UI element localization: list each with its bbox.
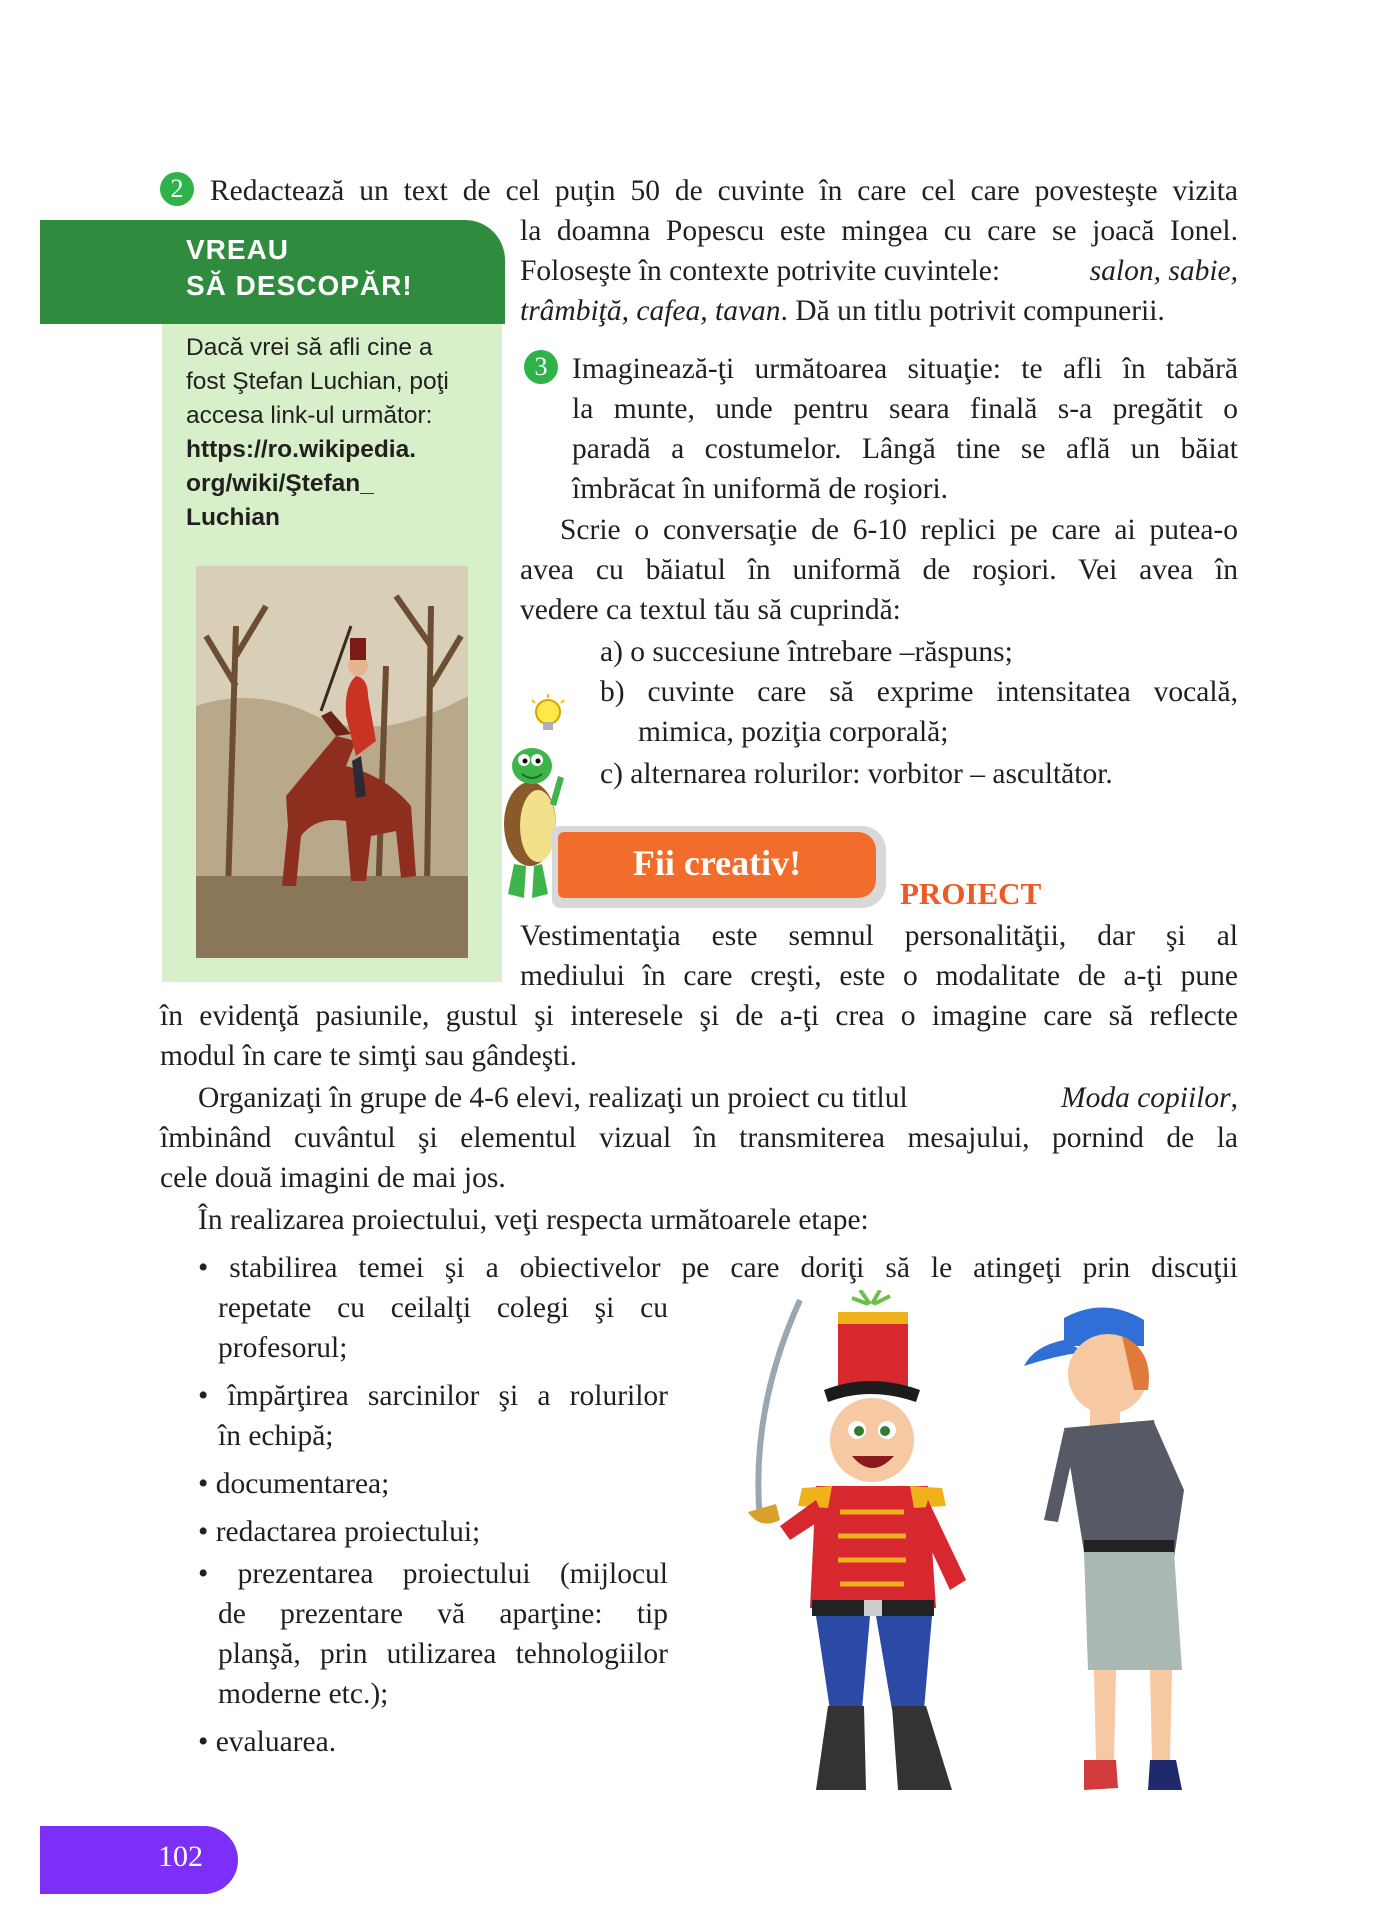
hussar-painting [196,566,468,958]
bullet-6: • evaluarea. [198,1726,337,1758]
page-number: 102 [158,1840,203,1873]
exercise-3-line-3: paradă a costumelor. Lângă tine se află un băiat [572,433,1238,465]
bullet-2-line-1: • împărţirea sarcinilor şi a rolurilor [198,1380,668,1412]
exercise-2-number: 2 [160,172,194,206]
exercise-3-line-4: îmbrăcat în uniformă de roşiori. [572,473,949,505]
project-intro-1: Vestimentaţia este semnul personalităţii, dar şi al [520,920,1238,952]
project-intro-2: mediului în care creşti, este o modalitate de a-ţi pune [520,960,1238,992]
sidebar-text-1: Dacă vrei să afli cine a [186,334,433,361]
exercise-2-line-3 [520,251,1238,292]
exercise-3-item-b-cont: mimica, poziţia corporală; [638,716,949,748]
bullet-1-line-3: profesorul; [218,1332,348,1364]
project-title: Moda copiilor [1061,1082,1231,1114]
project-org-1-end [1061,1078,1238,1119]
exercise-3-item-b: b) cuvinte care să exprime intensitatea vocală, [600,676,1238,708]
project-intro-3: în evidenţă pasiunile, gustul şi interesele şi de a-ţi crea o imagine care să reflecte [160,1000,1238,1032]
exercise-3-line-2: la munte, unde pentru seara finală s-a pregătit o [572,393,1238,425]
exercise-3-para-1: Scrie o conversaţie de 6-10 replici pe care ai putea-o [560,514,1238,546]
exercise-2-line-2: la doamna Popescu este mingea cu care se joacă Ionel. [520,215,1238,247]
sidebar-link-3[interactable]: Luchian [186,504,280,531]
project-org-2: îmbinând cuvântul şi elementul vizual în transmiterea mesajului, pornind de la [160,1122,1238,1154]
exercise-2-words-1: salon, sabie, [1089,255,1238,287]
project-org-1-text: Organizaţi în grupe de 4-6 elevi, realizaţi un proiect cu titlul [198,1082,916,1114]
sidebar-header [40,220,505,324]
creative-banner-inner [558,832,876,898]
bullet-5-line-4: moderne etc.); [218,1678,389,1710]
bullet-4: • redactarea proiectului; [198,1516,481,1548]
exercise-2-line-1: Redactează un text de cel puţin 50 de cuvinte în care cel care povesteşte vizita [210,175,1238,207]
exercise-3-number: 3 [524,350,558,384]
project-org-1-comma: , [1230,1082,1238,1114]
creative-banner [552,826,886,908]
cap-boy-illustration [1004,1290,1204,1810]
project-org-1 [198,1078,1238,1119]
sidebar-link-2[interactable]: org/wiki/Ştefan_ [186,470,374,497]
project-org-3: cele două imagini de mai jos. [160,1162,506,1194]
exercise-2-line-4 [520,291,1238,332]
hussar-uniform-boy-illustration [720,1290,990,1810]
bullet-5-line-3: planşă, prin utilizarea tehnologiilor [218,1638,668,1670]
exercise-3-para-3: vedere ca textul tău să cuprindă: [520,594,901,626]
exercise-3-item-c: c) alternarea rolurilor: vorbitor – ascultător. [600,758,1113,790]
creative-label: Fii creativ! [632,843,802,883]
sidebar-link-1[interactable]: https://ro.wikipedia. [186,436,417,463]
exercise-3-line-1: Imaginează-ţi următoarea situaţie: te afli în tabără [572,353,1238,385]
project-label: PROIECT [900,876,1042,911]
project-stages-intro: În realizarea proiectului, veţi respecta următoarele etape: [198,1204,869,1236]
bullet-5-line-2: de prezentare vă aparţine: tip [218,1598,668,1630]
bullet-5-line-1: • prezentarea proiectului (mijlocul [198,1558,668,1590]
bullet-1-line-2: repetate cu ceilalţi colegi şi cu [218,1292,668,1324]
exercise-3-item-a: a) o succesiune întrebare –răspuns; [600,636,1013,668]
page-number-badge [40,1826,238,1894]
bullet-1-line-1: • stabilirea temei şi a obiectivelor pe care doriţi să le atingeţi prin discuţii [198,1252,1238,1284]
bullet-2-line-2: în echipă; [218,1420,334,1452]
project-intro-4: modul în care te simţi sau gândeşti. [160,1040,578,1072]
exercise-2-words-2: trâmbiţă, cafea, tavan [520,295,781,327]
sidebar-header-line-1: VREAU [186,234,290,265]
exercise-2-line-4-text: . Dă un titlu potrivit compunerii. [780,295,1165,327]
exercise-3-para-2: avea cu băiatul în uniformă de roşiori. Vei avea în [520,554,1238,586]
sidebar-text-3: accesa link-ul următor: [186,402,433,429]
exercise-2-line-3-text: Foloseşte în contexte potrivite cuvintele: [520,255,1008,287]
sidebar-text-2: fost Ştefan Luchian, poţi [186,368,449,395]
bullet-3: • documentarea; [198,1468,390,1500]
sidebar-header-line-2: SĂ DESCOPĂR! [186,270,413,301]
